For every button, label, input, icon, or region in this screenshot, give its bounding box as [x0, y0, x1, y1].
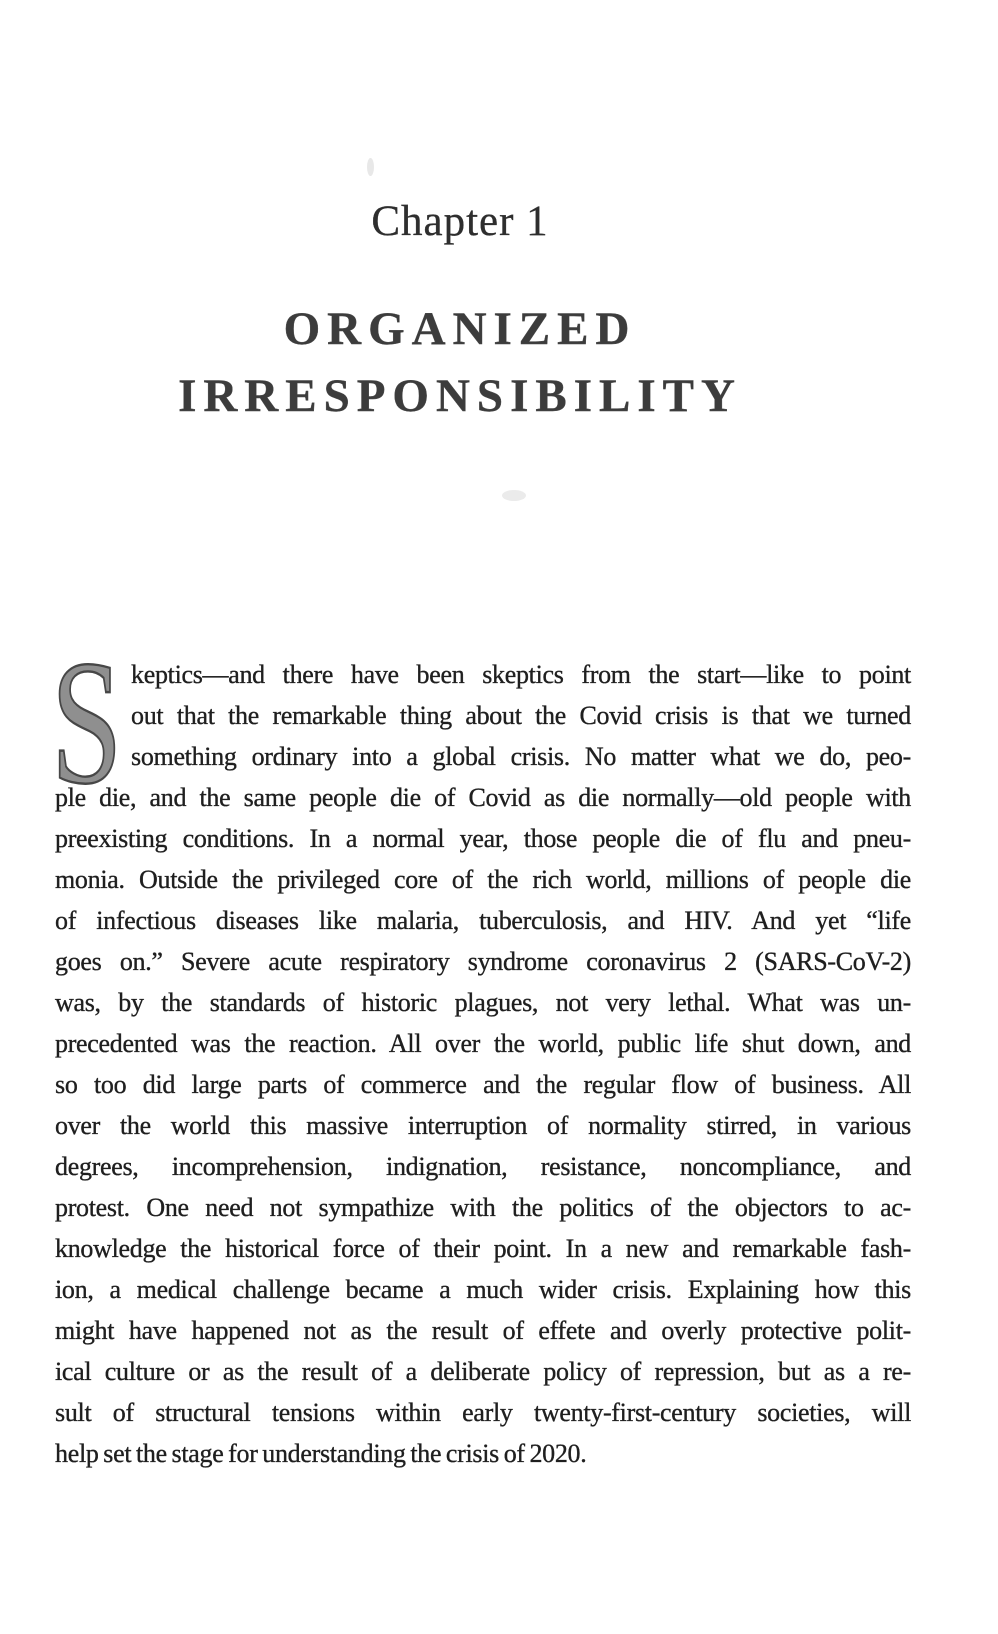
text-line: precedented was the reaction. All over the world, public life shut down, and: [55, 1029, 911, 1058]
text-line: over the world this massive interruption of normality stirred, in various: [55, 1111, 911, 1140]
text-line: ical culture or as the result of a deliberate policy of repression, but as a re-: [55, 1357, 911, 1386]
text-line: degrees, incomprehension, indignation, resistance, noncompliance, and: [55, 1152, 911, 1181]
text-line: ple die, and the same people die of Covid as die normally—old people with: [55, 783, 911, 812]
body-lines: [55, 654, 911, 1474]
text-line: out that the remarkable thing about the Covid crisis is that we turned: [131, 701, 911, 730]
scan-artifact: [502, 490, 526, 501]
text-line: preexisting conditions. In a normal year, those people die of flu and pneu-: [55, 824, 911, 853]
scan-artifact: [367, 158, 374, 176]
text-line: sult of structural tensions within early twenty-first-century societies, will: [55, 1398, 911, 1427]
chapter-heading: [0, 0, 959, 430]
text-line: was, by the standards of historic plagues, not very lethal. What was un-: [55, 988, 911, 1017]
chapter-title-line-1: ORGANIZED: [283, 303, 637, 355]
text-line: might have happened not as the result of effete and overly protective polit-: [55, 1316, 911, 1345]
chapter-title: [0, 296, 959, 430]
text-line: ion, a medical challenge became a much wider crisis. Explaining how this: [55, 1275, 911, 1304]
body-paragraph: [51, 623, 911, 1474]
text-line: monia. Outside the privileged core of the rich world, millions of people die: [55, 865, 911, 894]
chapter-title-line-2: IRRESPONSIBILITY: [178, 370, 742, 422]
text-line: protest. One need not sympathize with the politics of the objectors to ac-: [55, 1193, 911, 1222]
chapter-label: Chapter 1: [371, 198, 549, 245]
text-line: knowledge the historical force of their point. In a new and remarkable fash-: [55, 1234, 911, 1263]
text-line: goes on.” Severe acute respiratory syndrome coronavirus 2 (SARS-CoV-2): [55, 947, 911, 976]
text-line: of infectious diseases like malaria, tuberculosis, and HIV. And yet “life: [55, 906, 911, 935]
drop-cap: S: [51, 623, 123, 821]
text-line: help set the stage for understanding the crisis of 2020.: [55, 1439, 587, 1468]
text-line: something ordinary into a global crisis. No matter what we do, peo-: [131, 742, 911, 771]
text-line: so too did large parts of commerce and the regular flow of business. All: [55, 1070, 911, 1099]
text-line: keptics—and there have been skeptics from the start—like to point: [131, 660, 911, 689]
